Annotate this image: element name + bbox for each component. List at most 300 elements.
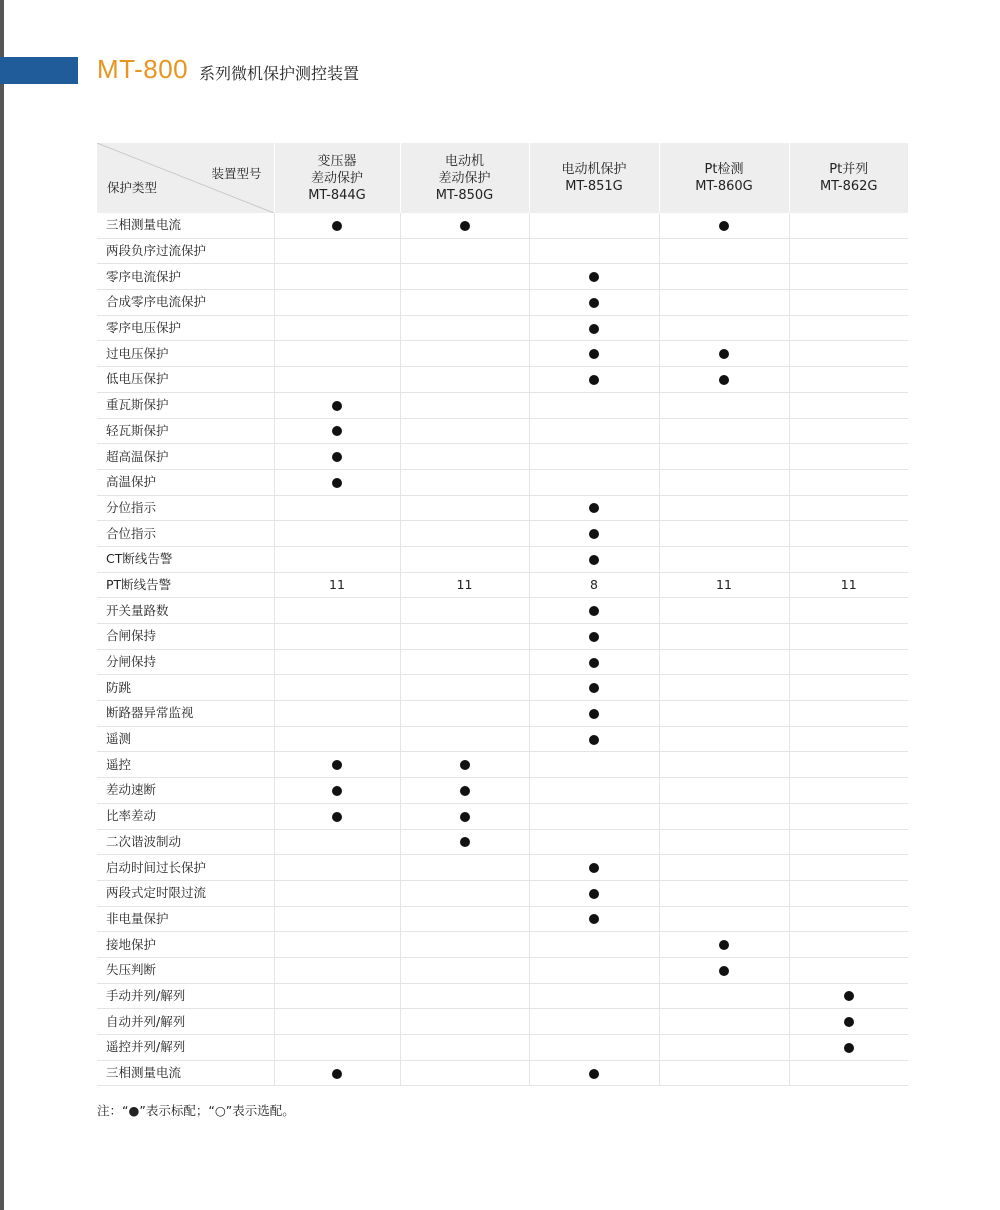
- table-cell: [659, 546, 789, 572]
- table-cell: [659, 906, 789, 932]
- standard-config-dot-icon: [332, 786, 342, 796]
- table-row: [97, 675, 908, 701]
- table-cell: [274, 880, 400, 906]
- table-row: [97, 906, 908, 932]
- table-cell: [274, 213, 400, 238]
- table-cell: [400, 495, 529, 521]
- corner-protection-type-label: 保护类型: [107, 180, 158, 195]
- column-header-line: MT-862G: [819, 179, 878, 194]
- table-cell: [400, 367, 529, 393]
- table-cell: [789, 675, 908, 701]
- protection-type-label: 启动时间过长保护: [97, 855, 274, 881]
- standard-config-dot-icon: [719, 221, 729, 231]
- table-cell: [400, 983, 529, 1009]
- table-cell: [400, 315, 529, 341]
- table-cell: [659, 264, 789, 290]
- table-cell: [789, 624, 908, 650]
- protection-type-label: 防跳: [97, 675, 274, 701]
- table-cell: [529, 469, 659, 495]
- table-row: [97, 521, 908, 547]
- column-header-mt-844g: [274, 143, 400, 213]
- table-cell: [274, 418, 400, 444]
- table-cell: [274, 855, 400, 881]
- table-cell: [659, 983, 789, 1009]
- table-cell: [789, 1060, 908, 1086]
- table-cell: [789, 932, 908, 958]
- protection-type-label: CT断线告警: [97, 546, 274, 572]
- standard-config-dot-icon: [844, 1017, 854, 1027]
- protection-type-label: 两段负序过流保护: [97, 238, 274, 264]
- column-header-line: 电动机: [444, 153, 484, 169]
- standard-config-dot-icon: [589, 529, 599, 539]
- table-cell: [400, 1035, 529, 1061]
- header-accent-bar: [0, 57, 78, 84]
- protection-type-label: 手动并列/解列: [97, 983, 274, 1009]
- column-header-line: 变压器: [317, 153, 357, 169]
- column-header-mt-860g: [659, 143, 789, 213]
- protection-type-label: 零序电流保护: [97, 264, 274, 290]
- table-cell: [529, 778, 659, 804]
- table-row: [97, 546, 908, 572]
- table-cell: [789, 264, 908, 290]
- protection-type-label: 过电压保护: [97, 341, 274, 367]
- table-cell: [529, 829, 659, 855]
- column-header-line: 差动保护: [310, 170, 363, 186]
- table-cell: [274, 906, 400, 932]
- corner-device-model-label: 装置型号: [211, 166, 262, 181]
- table-cell: [400, 572, 529, 598]
- table-cell: [529, 418, 659, 444]
- standard-config-dot-icon: [332, 452, 342, 462]
- table-cell: [274, 983, 400, 1009]
- table-cell: [789, 546, 908, 572]
- table-cell: [789, 469, 908, 495]
- table-cell: [789, 341, 908, 367]
- table-cell: [789, 855, 908, 881]
- table-cell: [529, 1060, 659, 1086]
- table-cell: [400, 290, 529, 316]
- table-cell: [659, 957, 789, 983]
- cell-value: 11: [716, 576, 732, 592]
- table-row: [97, 932, 908, 958]
- table-body: [97, 213, 908, 1086]
- table-cell: [400, 957, 529, 983]
- table-cell: [659, 855, 789, 881]
- table-cell: [529, 880, 659, 906]
- table-cell: [789, 1009, 908, 1035]
- column-header-mt-862g: [789, 143, 908, 213]
- table-cell: [529, 983, 659, 1009]
- table-row: [97, 1035, 908, 1061]
- table-cell: [274, 495, 400, 521]
- table-cell: [529, 752, 659, 778]
- table-cell: [274, 675, 400, 701]
- table-cell: [789, 495, 908, 521]
- protection-type-label: 合位指示: [97, 521, 274, 547]
- table-row: [97, 701, 908, 727]
- cell-value: 11: [329, 576, 345, 592]
- table-cell: [789, 649, 908, 675]
- table-row: [97, 983, 908, 1009]
- standard-config-dot-icon: [589, 683, 599, 693]
- table-cell: [400, 418, 529, 444]
- table-cell: [400, 752, 529, 778]
- table-row: [97, 803, 908, 829]
- table-cell: [400, 341, 529, 367]
- table-row: [97, 341, 908, 367]
- table-cell: [659, 726, 789, 752]
- standard-config-dot-icon: [589, 709, 599, 719]
- table-row: [97, 778, 908, 804]
- table-cell: [659, 572, 789, 598]
- table-cell: [274, 238, 400, 264]
- table-cell: [659, 803, 789, 829]
- table-cell: [789, 829, 908, 855]
- standard-config-dot-icon: [332, 401, 342, 411]
- table-cell: [789, 598, 908, 624]
- protection-type-label: 低电压保护: [97, 367, 274, 393]
- protection-type-label: 非电量保护: [97, 906, 274, 932]
- protection-type-label: 遥控并列/解列: [97, 1035, 274, 1061]
- standard-config-dot-icon: [844, 1043, 854, 1053]
- standard-config-dot-icon: [589, 1069, 599, 1079]
- table-cell: [529, 213, 659, 238]
- table-cell: [400, 444, 529, 470]
- table-row: [97, 367, 908, 393]
- standard-config-dot-icon: [719, 940, 729, 950]
- standard-config-dot-icon: [719, 966, 729, 976]
- protection-type-label: 断路器异常监视: [97, 701, 274, 727]
- standard-config-dot-icon: [589, 914, 599, 924]
- table-cell: [529, 598, 659, 624]
- protection-type-label: 遥测: [97, 726, 274, 752]
- table-row: [97, 726, 908, 752]
- table-cell: [274, 752, 400, 778]
- table-cell: [400, 598, 529, 624]
- standard-config-dot-icon: [332, 760, 342, 770]
- table-row: [97, 855, 908, 881]
- table-cell: [789, 213, 908, 238]
- standard-config-dot-icon: [589, 298, 599, 308]
- table-cell: [659, 290, 789, 316]
- column-header-mt-850g: [400, 143, 529, 213]
- standard-config-dot-icon: [460, 221, 470, 231]
- table-cell: [400, 880, 529, 906]
- table-cell: [659, 649, 789, 675]
- table-row: [97, 880, 908, 906]
- standard-config-dot-icon: [460, 837, 470, 847]
- standard-config-dot-icon: [332, 221, 342, 231]
- table-cell: [659, 469, 789, 495]
- table-cell: [529, 315, 659, 341]
- protection-type-label: 分位指示: [97, 495, 274, 521]
- table-cell: [529, 521, 659, 547]
- table-cell: [529, 649, 659, 675]
- table-row: [97, 290, 908, 316]
- table-cell: [659, 341, 789, 367]
- standard-config-dot-icon: [589, 606, 599, 616]
- table-cell: [400, 675, 529, 701]
- protection-type-label: 自动并列/解列: [97, 1009, 274, 1035]
- table-cell: [789, 701, 908, 727]
- table-cell: [529, 264, 659, 290]
- table-cell: [529, 444, 659, 470]
- protection-type-label: 开关量路数: [97, 598, 274, 624]
- table-cell: [274, 444, 400, 470]
- table-cell: [659, 598, 789, 624]
- protection-type-label: 失压判断: [97, 957, 274, 983]
- standard-config-dot-icon: [589, 375, 599, 385]
- table-cell: [659, 624, 789, 650]
- table-cell: [400, 469, 529, 495]
- table-cell: [274, 315, 400, 341]
- table-cell: [274, 521, 400, 547]
- column-header-line: MT-860G: [695, 179, 753, 194]
- table-cell: [789, 315, 908, 341]
- table-cell: [529, 624, 659, 650]
- protection-type-label: 比率差动: [97, 803, 274, 829]
- table-cell: [400, 1009, 529, 1035]
- table-cell: [274, 469, 400, 495]
- standard-config-dot-icon: [332, 812, 342, 822]
- table-cell: [789, 752, 908, 778]
- table-row: [97, 829, 908, 855]
- table-cell: [529, 290, 659, 316]
- table-cell: [274, 290, 400, 316]
- column-header-line: 电动机保护: [561, 162, 627, 177]
- standard-config-dot-icon: [332, 478, 342, 488]
- table-cell: [400, 1060, 529, 1086]
- table-cell: [400, 213, 529, 238]
- standard-config-dot-icon: [460, 760, 470, 770]
- table-cell: [274, 778, 400, 804]
- table-cell: [400, 829, 529, 855]
- table-cell: [400, 624, 529, 650]
- standard-config-dot-icon: [589, 658, 599, 668]
- table-row: [97, 444, 908, 470]
- column-header-line: MT-851G: [565, 179, 623, 194]
- standard-config-dot-icon: [589, 349, 599, 359]
- cell-value: 8: [590, 576, 598, 592]
- table-cell: [529, 675, 659, 701]
- table-cell: [400, 855, 529, 881]
- table-cell: [659, 880, 789, 906]
- protection-type-label: 合成零序电流保护: [97, 290, 274, 316]
- standard-config-dot-icon: [589, 503, 599, 513]
- protection-type-label: 接地保护: [97, 932, 274, 958]
- protection-type-label: 合闸保持: [97, 624, 274, 650]
- table-cell: [659, 213, 789, 238]
- table-cell: [274, 803, 400, 829]
- table-cell: [274, 829, 400, 855]
- protection-spec-table: [97, 143, 908, 1086]
- standard-config-dot-icon: [589, 324, 599, 334]
- table-cell: [529, 957, 659, 983]
- protection-type-label: 三相测量电流: [97, 213, 274, 238]
- standard-config-dot-icon: [460, 786, 470, 796]
- table-row: [97, 1009, 908, 1035]
- table-row: [97, 264, 908, 290]
- table-cell: [529, 572, 659, 598]
- table-row: [97, 1060, 908, 1086]
- table-cell: [789, 1035, 908, 1061]
- table-cell: [659, 932, 789, 958]
- table-cell: [789, 803, 908, 829]
- standard-config-dot-icon: [844, 991, 854, 1001]
- table-cell: [789, 392, 908, 418]
- protection-type-label: 两段式定时限过流: [97, 880, 274, 906]
- table-cell: [789, 906, 908, 932]
- table-cell: [659, 778, 789, 804]
- standard-config-dot-icon: [719, 349, 729, 359]
- table-cell: [659, 418, 789, 444]
- column-header-line: Pt检测: [704, 162, 744, 177]
- table-row: [97, 392, 908, 418]
- table-cell: [529, 341, 659, 367]
- table-cell: [274, 957, 400, 983]
- table-cell: [789, 290, 908, 316]
- table-cell: [659, 829, 789, 855]
- table-header-row: [97, 143, 908, 213]
- table-cell: [659, 444, 789, 470]
- table-cell: [659, 392, 789, 418]
- protection-type-label: 差动速断: [97, 778, 274, 804]
- column-header-line: MT-850G: [435, 187, 494, 203]
- table-cell: [529, 701, 659, 727]
- table-row: [97, 572, 908, 598]
- protection-type-label: PT断线告警: [97, 572, 274, 598]
- table-cell: [659, 1035, 789, 1061]
- table-cell: [789, 238, 908, 264]
- table-row: [97, 213, 908, 238]
- standard-config-dot-icon: [589, 863, 599, 873]
- protection-type-label: 高温保护: [97, 469, 274, 495]
- table-cell: [659, 495, 789, 521]
- table-row: [97, 238, 908, 264]
- table-cell: [400, 803, 529, 829]
- table-cell: [274, 726, 400, 752]
- standard-config-dot-icon: [332, 1069, 342, 1079]
- table-cell: [529, 932, 659, 958]
- table-cell: [789, 983, 908, 1009]
- column-header-mt-851g: [529, 143, 659, 213]
- table-row: [97, 649, 908, 675]
- table-cell: [529, 367, 659, 393]
- table-cell: [274, 1060, 400, 1086]
- table-cell: [529, 1009, 659, 1035]
- table-row: [97, 957, 908, 983]
- table-row: [97, 598, 908, 624]
- table-cell: [659, 367, 789, 393]
- page-left-edge: [0, 0, 4, 1210]
- table-cell: [789, 367, 908, 393]
- table-cell: [529, 803, 659, 829]
- standard-config-dot-icon: [589, 632, 599, 642]
- standard-config-dot-icon: [332, 426, 342, 436]
- protection-type-label: 重瓦斯保护: [97, 392, 274, 418]
- table-cell: [274, 572, 400, 598]
- table-cell: [529, 495, 659, 521]
- table-cell: [400, 649, 529, 675]
- table-cell: [529, 238, 659, 264]
- table-cell: [789, 957, 908, 983]
- table-cell: [400, 264, 529, 290]
- table-cell: [529, 1035, 659, 1061]
- table-row: [97, 469, 908, 495]
- table-cell: [400, 392, 529, 418]
- table-cell: [789, 778, 908, 804]
- series-title-text: 系列微机保护测控装置: [199, 64, 360, 83]
- table-cell: [274, 932, 400, 958]
- table-cell: [529, 906, 659, 932]
- table-cell: [789, 726, 908, 752]
- table-cell: [659, 1009, 789, 1035]
- table-cell: [659, 1060, 789, 1086]
- table-cell: [274, 1035, 400, 1061]
- table-cell: [400, 546, 529, 572]
- table-row: [97, 624, 908, 650]
- table-cell: [400, 906, 529, 932]
- column-header-line: 差动保护: [438, 170, 491, 186]
- table-cell: [659, 315, 789, 341]
- table-cell: [274, 264, 400, 290]
- protection-type-label: 三相测量电流: [97, 1060, 274, 1086]
- table-cell: [529, 392, 659, 418]
- protection-type-label: 分闸保持: [97, 649, 274, 675]
- table-cell: [659, 238, 789, 264]
- table-cell: [789, 444, 908, 470]
- table-cell: [659, 752, 789, 778]
- table-row: [97, 315, 908, 341]
- table-cell: [789, 880, 908, 906]
- legend-note: 注：“●”表示标配；“○”表示选配。: [97, 1103, 295, 1118]
- table-row: [97, 752, 908, 778]
- table-cell: [400, 778, 529, 804]
- table-cell: [789, 418, 908, 444]
- standard-config-dot-icon: [589, 735, 599, 745]
- table-cell: [274, 367, 400, 393]
- protection-type-label: 零序电压保护: [97, 315, 274, 341]
- standard-config-dot-icon: [589, 555, 599, 565]
- table-corner-cell: [97, 143, 274, 213]
- table-cell: [274, 546, 400, 572]
- table-cell: [274, 341, 400, 367]
- table-cell: [659, 701, 789, 727]
- standard-config-dot-icon: [589, 889, 599, 899]
- standard-config-dot-icon: [460, 812, 470, 822]
- table-cell: [529, 726, 659, 752]
- cell-value: 11: [456, 576, 473, 592]
- table-cell: [789, 521, 908, 547]
- table-cell: [400, 521, 529, 547]
- table-cell: [789, 572, 908, 598]
- table-cell: [274, 701, 400, 727]
- protection-type-label: 遥控: [97, 752, 274, 778]
- table-cell: [529, 855, 659, 881]
- cell-value: 11: [840, 576, 857, 592]
- table-cell: [274, 1009, 400, 1035]
- table-cell: [400, 726, 529, 752]
- table-cell: [659, 521, 789, 547]
- table-cell: [274, 392, 400, 418]
- table-cell: [400, 701, 529, 727]
- table-cell: [659, 675, 789, 701]
- table-cell: [274, 624, 400, 650]
- standard-config-dot-icon: [589, 272, 599, 282]
- table-cell: [529, 546, 659, 572]
- table-cell: [274, 649, 400, 675]
- series-model-title: MT-800: [97, 54, 189, 84]
